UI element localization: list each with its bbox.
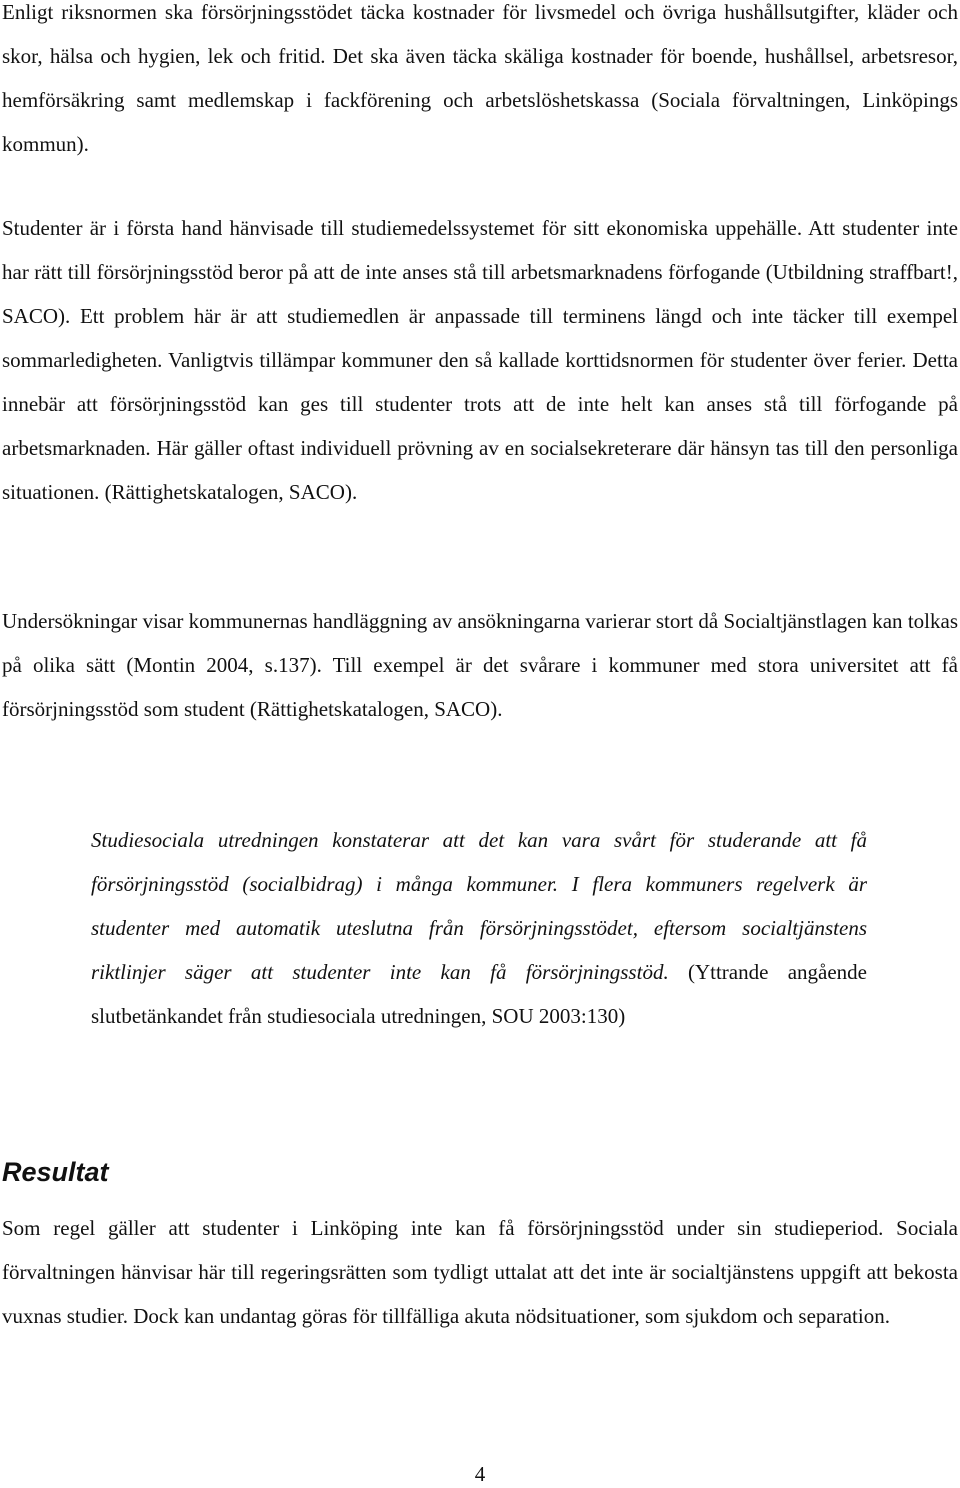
paragraph-riksnormen: Enligt riksnormen ska försörjningsstödet täcka kostnader för livsmedel och övriga hushållsutgifter, kläder och skor, hälsa och hygien, lek och fritid. Det ska även täcka skäliga kostnader för boende, hushållsel, arbetsresor, hemförsäkring samt medlemskap i fackförening och arbetslöshetskassa (Sociala förvaltningen, Linköpings kommun). <box>2 0 958 156</box>
paragraph-undersokningar: Undersökningar visar kommunernas handläggning av ansökningarna varierar stort då Socialtjänstlagen kan tolkas på olika sätt (Montin 2004, s.137). Till exempel är det svårare i kommuner med stora universitet att få försörjningsstöd som student (Rättighetskatalogen, SACO). <box>2 609 958 721</box>
quote-citation: (Yttrande angående slutbetänkandet från studiesociala utredningen, SOU 2003:130) <box>91 960 868 1028</box>
quote-italic-text: Studiesociala utredningen konstaterar att det kan vara svårt för studerande att få försörjningsstöd (socialbidrag) i många kommuner. I flera kommuners regelverk är studenter med automatik uteslutna från försörjningsstödet, eftersom socialtjänstens riktlinjer säger att studenter inte kan få försörjningsstöd. <box>91 828 867 984</box>
block-quote <box>91 818 867 1038</box>
paragraph-studenter: Studenter är i första hand hänvisade till studiemedelssystemet för sitt ekonomiska uppehälle. Att studenter inte har rätt till försörjningsstöd beror på att de inte anses stå till arbetsmarknadens förfogande (Utbildning straffbart!, SACO). Ett problem här är att studiemedlen är anpassade till terminens längd och inte täcker till exempel sommarledigheten. Vanligtvis tillämpar kommuner den så kallade korttidsnormen för studenter över ferier. Detta innebär att försörjningsstöd kan ges till studenter trots att de inte helt kan anses stå till förfogande på arbetsmarknaden. Här gäller oftast individuell prövning av en socialsekreterare där hänsyn tas till den personliga situationen. (Rättighetskatalogen, SACO). <box>2 216 958 504</box>
paragraph-resultat: Som regel gäller att studenter i Linköping inte kan få försörjningsstöd under sin studieperiod. Sociala förvaltningen hänvisar här till regeringsrätten som tydligt uttalat att det inte är socialtjänstens uppgift att bekosta vuxnas studier. Dock kan undantag göras för tillfälliga akuta nödsituationer, som sjukdom och separation. <box>2 1216 958 1328</box>
page-number: 4 <box>474 1462 486 1486</box>
section-heading-resultat: Resultat <box>2 1157 109 1187</box>
